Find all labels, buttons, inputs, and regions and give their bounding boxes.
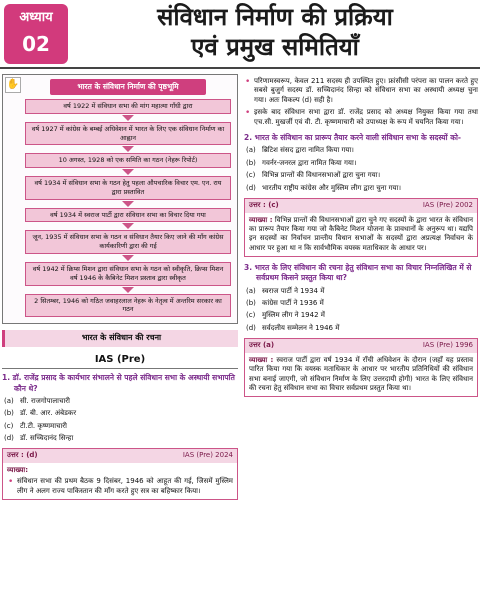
question-3-options bbox=[244, 287, 478, 334]
timeline-item: वर्ष 1934 में संविधान सभा के गठन हेतु पहला औपचारिक विचार एम. एन. राय द्वारा प्रस्तावित bbox=[25, 176, 231, 200]
option-item bbox=[244, 184, 478, 193]
answer-header bbox=[3, 449, 237, 462]
option-text: डॉ. बी. आर. अंबेडकर bbox=[20, 409, 77, 418]
answer-source: IAS (Pre) 2024 bbox=[182, 451, 233, 460]
question-1-answer-box bbox=[2, 448, 238, 500]
answer-header bbox=[245, 199, 477, 212]
option-item bbox=[244, 146, 478, 155]
option-text: सी. राजगोपालाचारी bbox=[20, 396, 70, 405]
option-text: गवर्नर-जनरल द्वारा नामित किया गया। bbox=[262, 158, 357, 167]
option-text: ब्रिटिश संसद द्वारा नामित किया गया। bbox=[262, 146, 354, 155]
explanation-title: व्याख्या : bbox=[249, 215, 273, 224]
option-key: (b) bbox=[246, 298, 256, 307]
arrow-down-icon bbox=[122, 255, 134, 261]
option-text: स्वराज पार्टी ने 1934 में bbox=[262, 286, 325, 295]
option-key: (a) bbox=[246, 146, 256, 155]
question-1-title: 1. डॉ. राजेंद्र प्रसाद के कार्यभार संभालने से पहले संविधान सभा के अस्थायी सभापति कौन थे? bbox=[2, 373, 235, 393]
timeline-item: 10 अगस्त, 1928 को एक समिति का गठन (नेहरू रिपोर्ट) bbox=[25, 153, 231, 168]
question-2-options bbox=[244, 146, 478, 193]
explanation-bullet: • इसके बाद संविधान सभा द्वारा डॉ. राजेंद्र प्रसाद को अध्यक्ष नियुक्त किया गया तथा एच.सी. मुखर्जी एवं वी. टी. कृष्णमाचारी को उपाध्यक्ष के रूप में चयनित किया गया। bbox=[244, 108, 478, 127]
option-key: (b) bbox=[4, 409, 14, 418]
arrow-down-icon bbox=[122, 287, 134, 293]
chapter-badge bbox=[4, 4, 68, 64]
handshake-icon: ✋ bbox=[5, 77, 21, 93]
option-key: (c) bbox=[4, 421, 14, 430]
timeline-item: वर्ष 1922 में संविधान सभा की मांग महात्मा गाँधी द्वारा bbox=[25, 99, 231, 114]
option-key: (d) bbox=[4, 433, 14, 442]
chapter-word: अध्याय bbox=[19, 10, 53, 25]
answer-label: उत्तर (a) bbox=[249, 341, 275, 350]
option-item bbox=[2, 434, 238, 443]
explanation-title: व्याख्या: bbox=[7, 465, 29, 474]
option-text: विभिन्न प्रान्तों की विधानसभाओं द्वारा चुना गया। bbox=[262, 171, 381, 180]
chapter-number: 02 bbox=[22, 31, 50, 56]
option-item bbox=[244, 299, 478, 308]
arrow-down-icon bbox=[122, 223, 134, 229]
option-text: भारतीय राष्ट्रीय कांग्रेस और मुस्लिम लीग द्वारा चुना गया। bbox=[262, 183, 402, 192]
question-3-title: 3. भारत के लिए संविधान की रचना हेतु संविधान सभा का विचार निम्नलिखित में से सर्वप्रथम किसने प्रस्तुत किया था? bbox=[244, 263, 472, 283]
background-timeline-panel bbox=[2, 74, 238, 324]
chapter-title-line-1: संविधान निर्माण की प्रक्रिया bbox=[157, 3, 393, 31]
answer-body bbox=[245, 353, 477, 397]
chapter-title bbox=[80, 2, 470, 62]
explanation-continued bbox=[244, 77, 478, 127]
left-column bbox=[2, 74, 238, 500]
arrow-down-icon bbox=[122, 201, 134, 207]
option-item bbox=[2, 409, 238, 418]
option-text: डॉ. सच्चिदानंद सिन्हा bbox=[20, 433, 74, 442]
option-key: (d) bbox=[246, 323, 256, 332]
timeline-list bbox=[23, 99, 233, 317]
option-item bbox=[244, 287, 478, 296]
option-item bbox=[244, 171, 478, 180]
question-2-title: 2. भारत के संविधान का प्रारूप तैयार करने वाली संविधान सभा के सदस्यों को- bbox=[244, 133, 462, 143]
answer-label: उत्तर : (d) bbox=[7, 451, 38, 460]
timeline-heading: भारत के संविधान निर्माण की पृष्ठभूमि bbox=[50, 79, 206, 95]
right-column bbox=[244, 74, 478, 397]
option-text: मुस्लिम लीग ने 1942 में bbox=[262, 311, 325, 320]
option-text: कांग्रेस पार्टी ने 1936 में bbox=[262, 298, 324, 307]
answer-header bbox=[245, 339, 477, 352]
answer-source: IAS (Pre) 1996 bbox=[422, 341, 473, 350]
explanation-bullet: • परिणामस्वरूप, केवल 211 सदस्य ही उपस्थित हुए। फ्रांसीसी परंपरा का पालन करते हुए सबसे बुजुर्ग सदस्य डॉ. सच्चिदानंद सिन्हा को संविधान सभा का अस्थायी अध्यक्ष चुना गया। अतः विकल्प (d) सही है। bbox=[244, 77, 478, 105]
exam-divider bbox=[2, 368, 238, 369]
explanation-text: स्वराज पार्टी द्वारा वर्ष 1934 में राँची अधिवेशन के दौरान (जहाँ यह प्रस्ताव पारित किया गया कि वयस्क मताधिकार के आधार पर भारतीय प्रतिनिधियों की संविधान सभा बनाई जाएगी, जो संविधान निर्माण के लिए उत्तरदायी होगी) भारत के लिए संविधान की रचना हेतु संविधान सभा का विचार सर्वप्रथम प्रस्तुत किया था। bbox=[249, 355, 473, 392]
option-item bbox=[244, 311, 478, 320]
option-key: (b) bbox=[246, 158, 256, 167]
option-item bbox=[244, 159, 478, 168]
option-item bbox=[2, 397, 238, 406]
section-title: भारत के संविधान की रचना bbox=[2, 330, 238, 347]
option-item bbox=[244, 324, 478, 333]
option-key: (a) bbox=[4, 396, 14, 405]
timeline-item: वर्ष 1942 में क्रिप्स मिशन द्वारा संविधान सभा के गठन को स्वीकृति, क्रिप्स मिशन वर्ष 1946 के कैबिनेट मिशन प्रस्ताव द्वारा स्वीकृत bbox=[25, 262, 231, 286]
option-key: (c) bbox=[246, 311, 256, 320]
timeline-item: वर्ष 1934 में स्वराज पार्टी द्वारा संविधान सभा का विचार दिया गया bbox=[25, 208, 231, 223]
answer-label: उत्तर : (c) bbox=[249, 201, 279, 210]
answer-body bbox=[245, 213, 477, 257]
answer-source: IAS (Pre) 2002 bbox=[422, 201, 473, 210]
explanation-bullet: • संविधान सभा की प्रथम बैठक 9 दिसंबर, 1946 को आहूत की गई, जिसमें मुस्लिम लीग ने अलग राज्य पाकिस्तान की माँग करते हुए सत्र का बहिष्कार किया। bbox=[7, 477, 233, 496]
explanation-title: व्याख्या : bbox=[249, 355, 274, 364]
question-3-answer-box bbox=[244, 338, 478, 397]
option-item bbox=[2, 422, 238, 431]
explanation-text: विभिन्न प्रान्तों की विधानसभाओं द्वारा चुने गए सदस्यों के द्वारा भारत के संविधान का प्रारूप तैयार किया गया जो कैबिनेट मिशन योजना के प्रावधानों के अनुरूप था। यद्यपि इन सदस्यों का निर्वाचन प्रान्तीय विधान सभाओं के सदस्यों द्वारा अप्रत्यक्ष निर्वाचन के आधार पर हुआ था न कि सार्वभौमिक वयस्क मताधिकार के आधार पर। bbox=[249, 215, 473, 252]
arrow-down-icon bbox=[122, 146, 134, 152]
chapter-header bbox=[0, 0, 480, 70]
option-key: (a) bbox=[246, 286, 256, 295]
question-1-options bbox=[2, 397, 238, 444]
exam-label: IAS (Pre) bbox=[94, 353, 146, 365]
option-key: (d) bbox=[246, 183, 256, 192]
timeline-item: 2 सितम्बर, 1946 को गठित जवाहरलाल नेहरू के नेतृत्व में अन्तरिम सरकार का गठन bbox=[25, 294, 231, 318]
option-key: (c) bbox=[246, 171, 256, 180]
timeline-item: वर्ष 1927 में कांग्रेस के बम्बई अधिवेशन में भारत के लिए एक संविधान निर्माण का आह्वान bbox=[25, 122, 231, 146]
timeline-item: जून, 1935 में संविधान सभा के गठन व संविधान तैयार किए जाने की माँग कांग्रेस कार्यकारिणी द्वारा की गई bbox=[25, 230, 231, 254]
option-text: टी.टी. कृष्णमाचारी bbox=[20, 421, 67, 430]
chapter-title-line-2: एवं प्रमुख समितियाँ bbox=[191, 33, 359, 61]
header-divider bbox=[0, 67, 480, 69]
question-2-answer-box bbox=[244, 198, 478, 257]
option-text: सर्वदलीय सम्मेलन ने 1946 में bbox=[262, 323, 340, 332]
arrow-down-icon bbox=[122, 115, 134, 121]
arrow-down-icon bbox=[122, 169, 134, 175]
answer-body bbox=[3, 463, 237, 499]
